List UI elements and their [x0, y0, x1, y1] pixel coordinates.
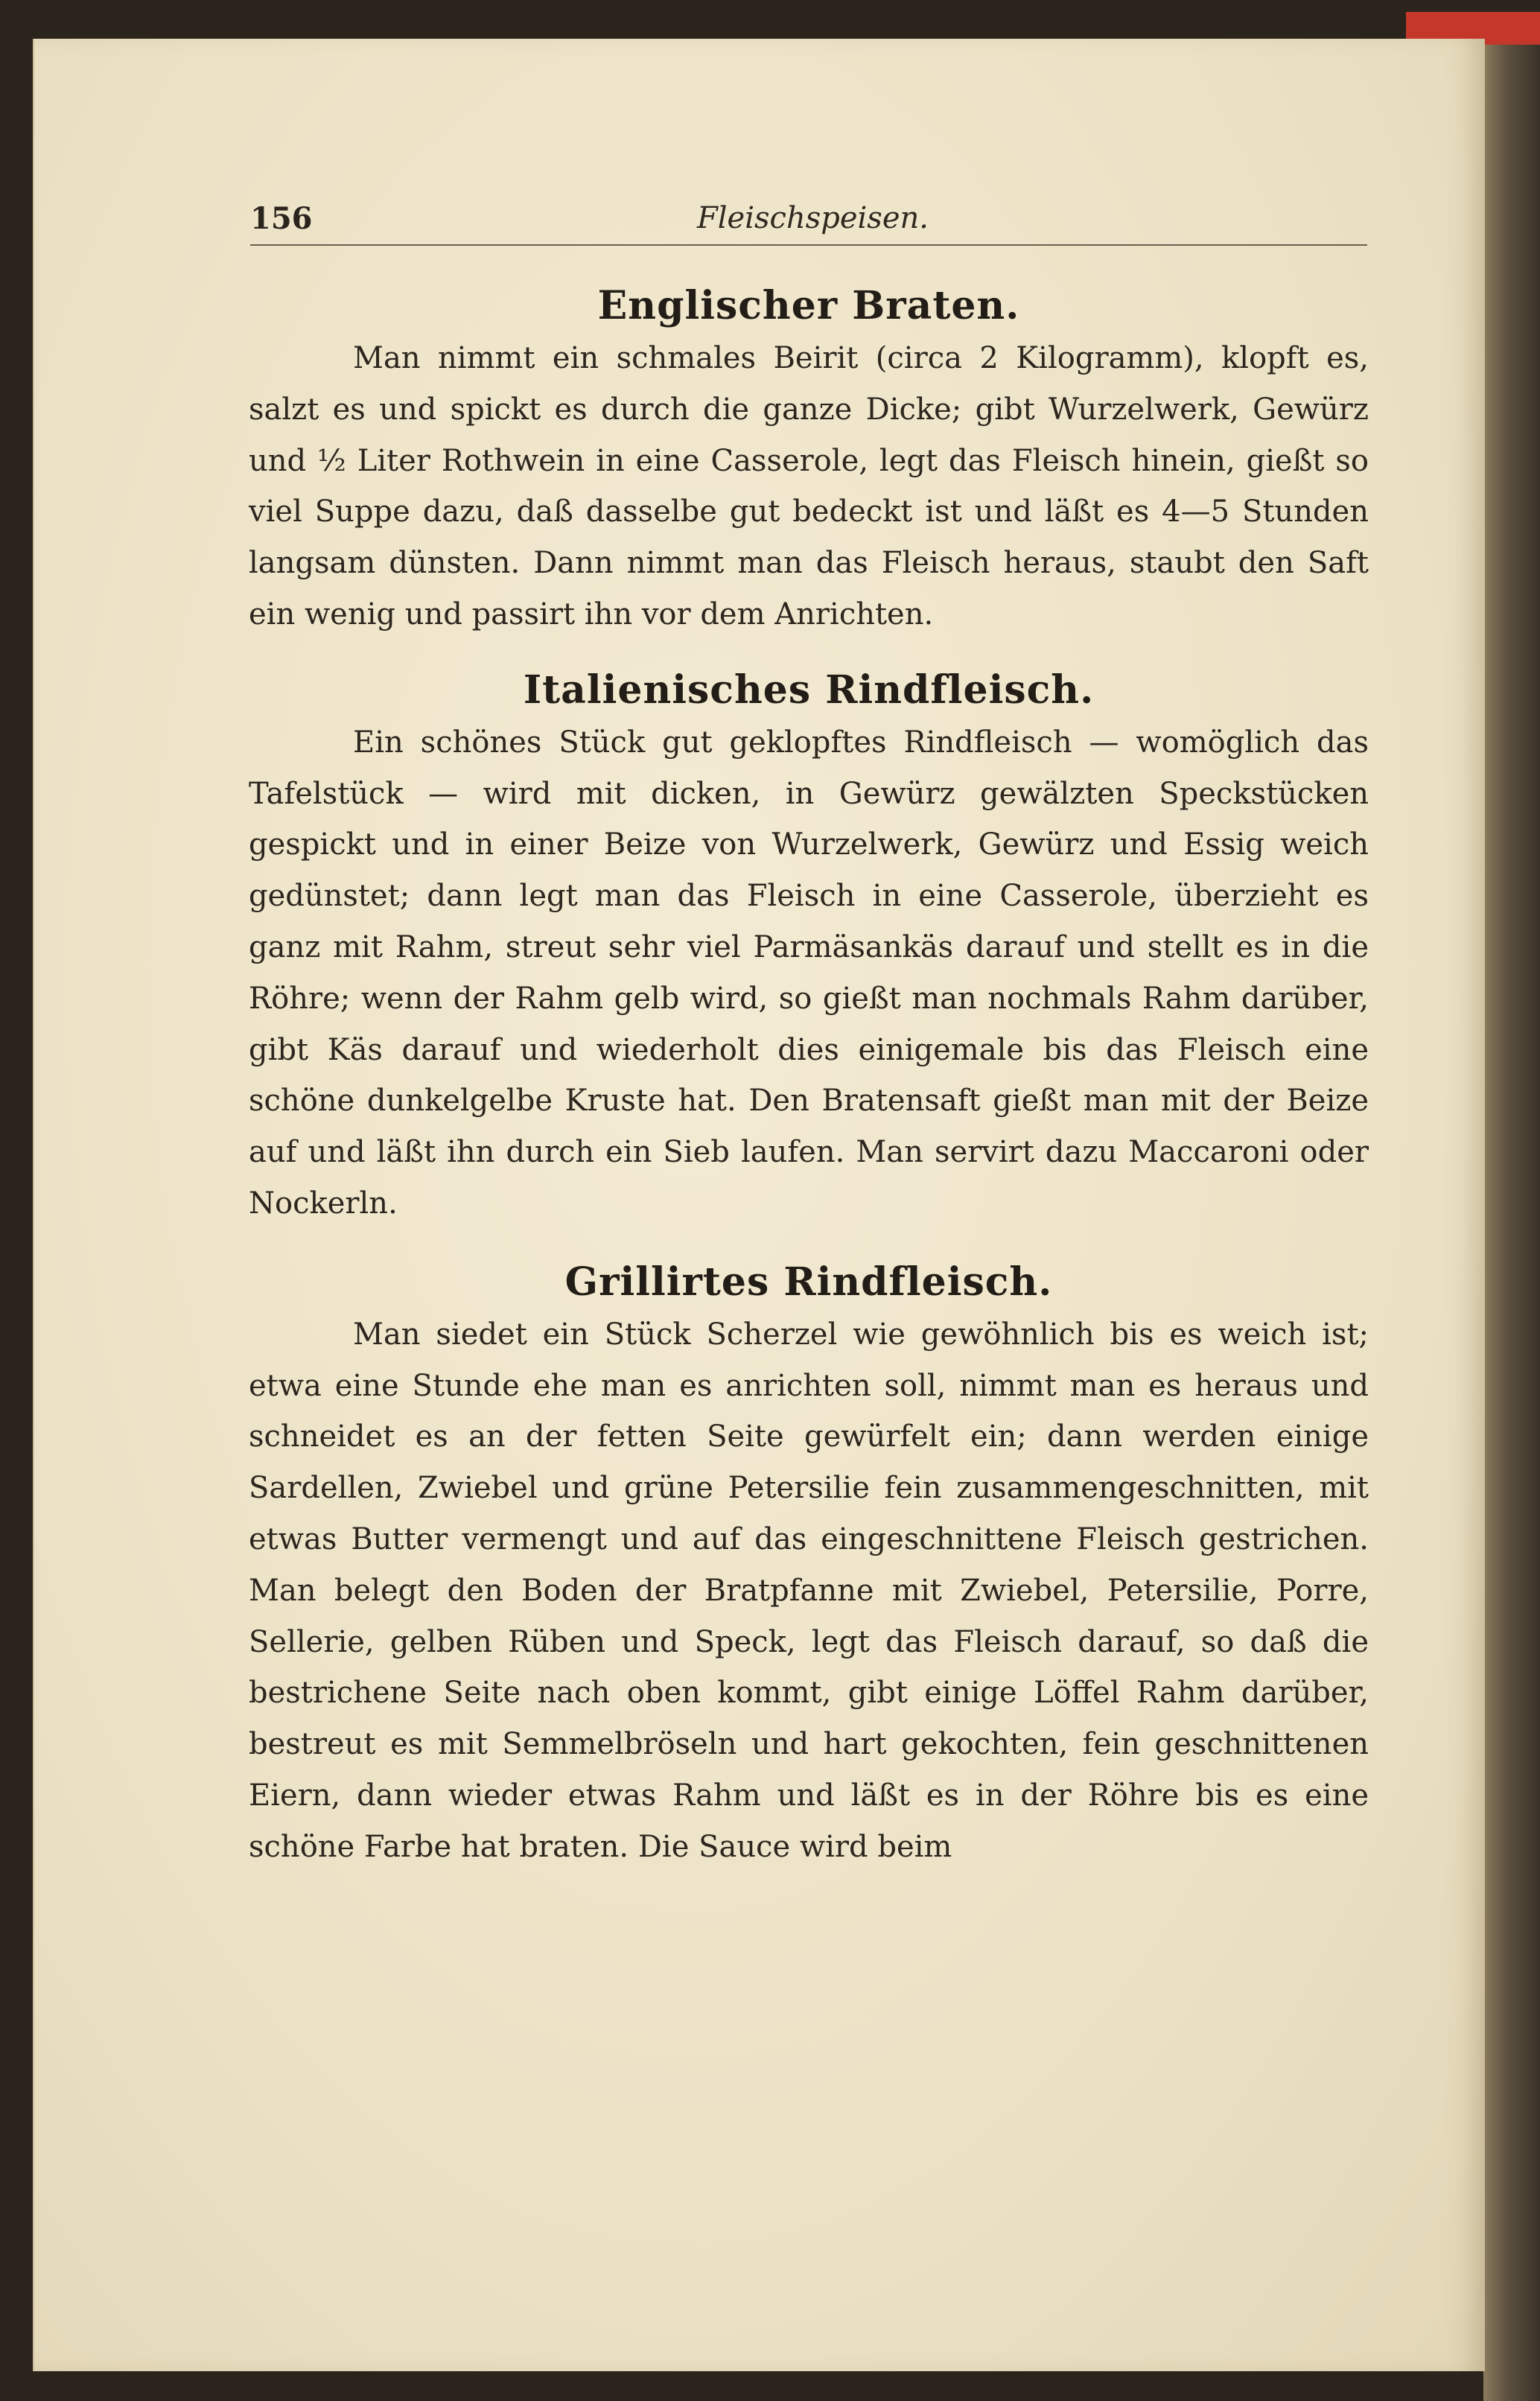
page-number: 156: [250, 201, 313, 236]
page-content: [249, 283, 1369, 1873]
section-title-englischer-braten: Englischer Braten.: [597, 283, 1020, 328]
section-title-grillirtes-rindfleisch: Grillirtes Rindfleisch.: [564, 1259, 1053, 1305]
running-head: [250, 201, 1367, 246]
book-gutter: [1483, 30, 1540, 2401]
section-text-englischer-braten: Man nimmt ein schmales Beirit (circa 2 Kilogramm), klopft es, salzt es und spickt es durch die ganze Dicke; gibt Wurzelwerk, Gewürz und ½ Liter Rothwein in eine Casserole, legt das Fleisch hinein, gießt so viel Suppe dazu, daß dasselbe gut bedeckt ist und läßt es 4—5 Stunden langsam dünsten. Dann nimmt man das Fleisch heraus, staubt den Saft ein wenig und passirt ihn vor dem Anrichten.: [249, 341, 1369, 632]
section-title-italienisches-rindfleisch: Italienisches Rindfleisch.: [523, 667, 1095, 713]
section-text-italienisches-rindfleisch: Ein schönes Stück gut geklopftes Rindfleisch — womöglich das Tafelstück — wird mit dicken, in Gewürz gewälzten Speckstücken gespickt und in einer Beize von Wurzelwerk, Gewürz und Essig weich gedünstet; dann legt man das Fleisch in eine Casserole, überzieht es ganz mit Rahm, streut sehr viel Parmäsankäs darauf und stellt es in die Röhre; wenn der Rahm gelb wird, so gießt man nochmals Rahm darüber, gibt Käs darauf und wiederholt dies einigemale bis das Fleisch eine schöne dunkelgelbe Kruste hat. Den Bratensaft gießt man mit der Beize auf und läßt ihn durch ein Sieb laufen. Man servirt dazu Maccaroni oder Nockerln.: [249, 725, 1369, 1221]
running-title: Fleischspeisen.: [697, 201, 929, 235]
section-text-grillirtes-rindfleisch: Man siedet ein Stück Scherzel wie gewöhnlich bis es weich ist; etwa eine Stunde ehe man es anrichten soll, nimmt man es heraus und schneidet es an der fetten Seite gewürfelt ein; dann werden einige Sardellen, Zwiebel und grüne Petersilie fein zusammengeschnitten, mit etwas Butter vermengt und auf das eingeschnittene Fleisch gestrichen. Man belegt den Boden der Bratpfanne mit Zwiebel, Petersilie, Porre, Sellerie, gelben Rüben und Speck, legt das Fleisch darauf, so daß die bestrichene Seite nach oben kommt, gibt einige Löffel Rahm darüber, bestreut es mit Semmelbröseln und hart gekochten, fein geschnittenen Eiern, dann wieder etwas Rahm und läßt es in der Röhre bis es eine schöne Farbe hat braten. Die Sauce wird beim: [249, 1317, 1369, 1864]
